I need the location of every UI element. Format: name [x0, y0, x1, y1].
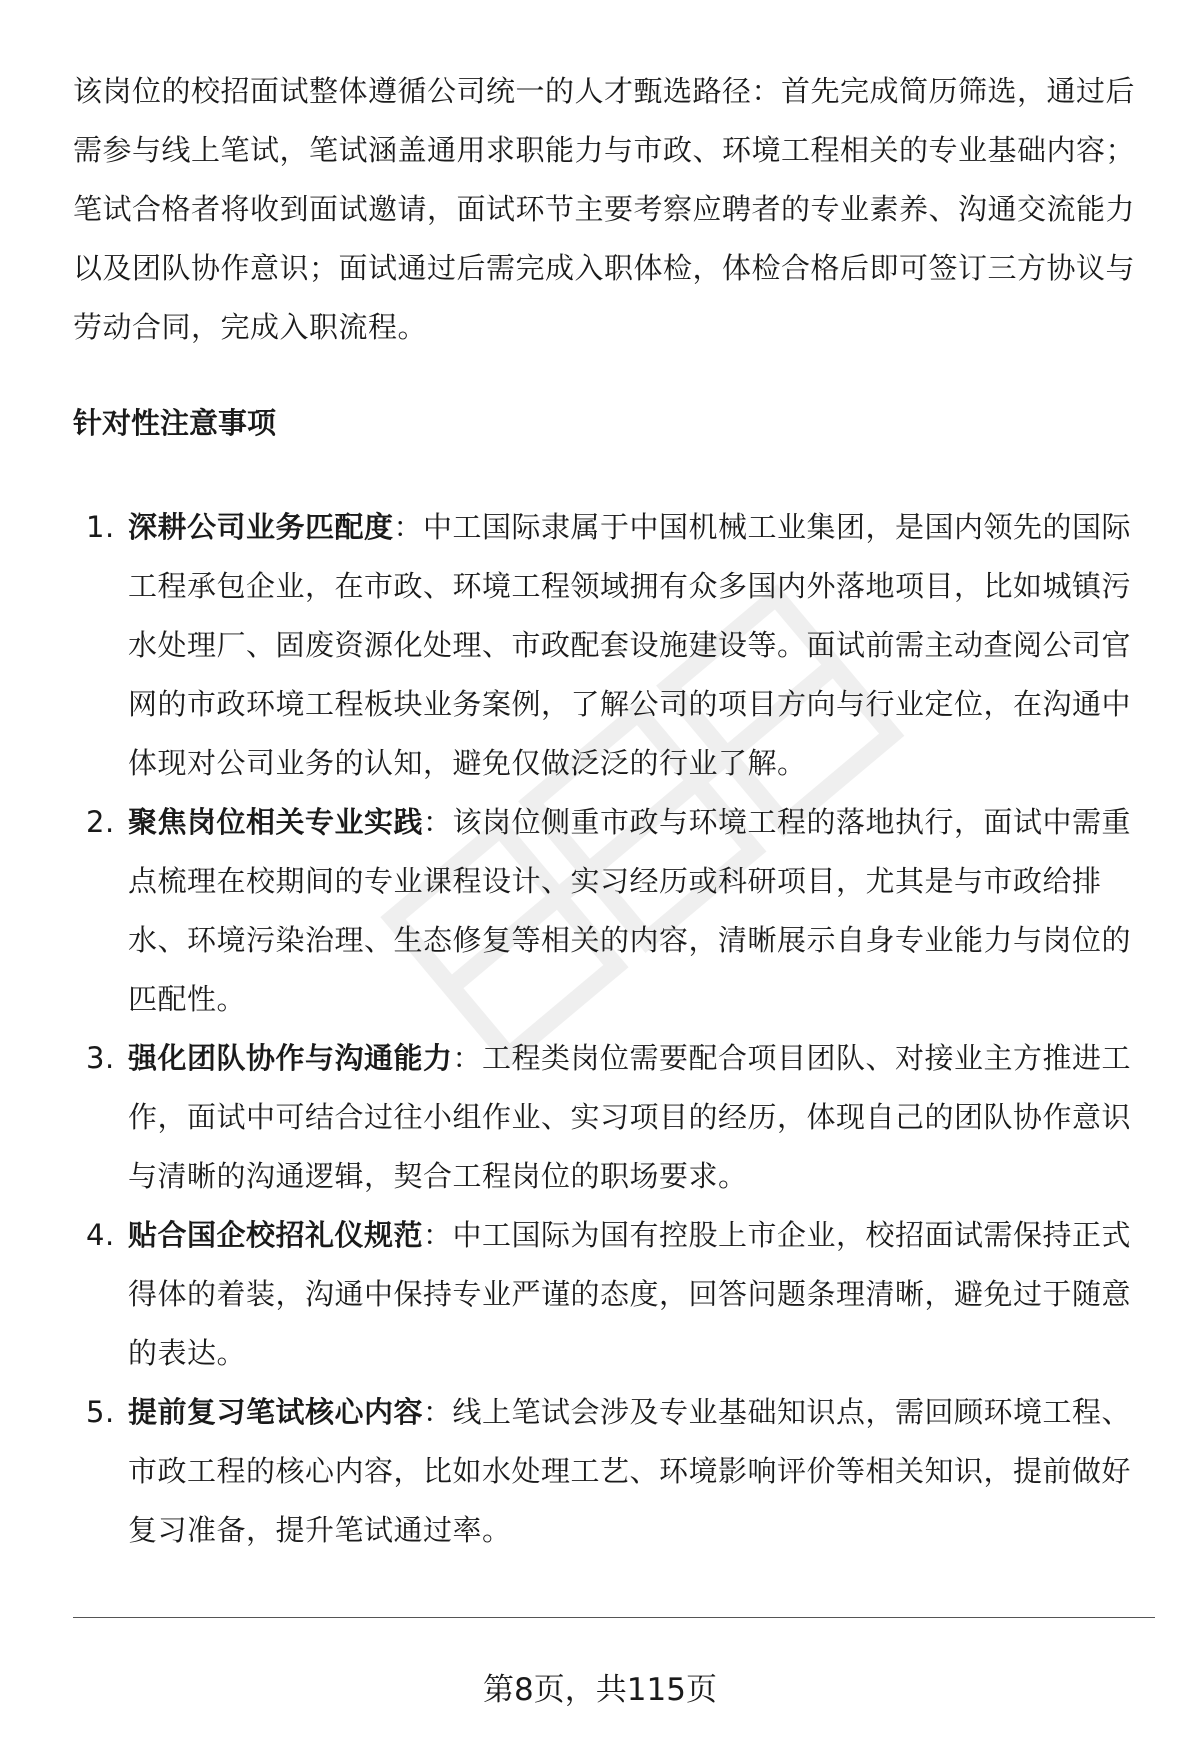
list-item-title: 提前复习笔试核心内容 — [128, 1395, 424, 1429]
list-item — [73, 793, 1153, 1029]
list-item — [73, 498, 1153, 793]
notes-list — [73, 498, 1153, 1560]
list-item-separator: ： — [423, 1218, 453, 1252]
list-item-separator: ： — [452, 1041, 483, 1075]
footer-divider — [73, 1617, 1155, 1618]
list-item — [73, 1029, 1153, 1206]
list-item-body: 线上笔试会涉及专业基础知识点，需回顾环境工程、市政工程的核心内容，比如水处理工艺、环境影响评价等相关知识，提前做好复习准备，提升笔试通过率。 — [128, 1395, 1132, 1547]
list-item-number: 2. — [86, 805, 115, 839]
list-item-body: 中工国际隶属于中国机械工业集团，是国内领先的国际工程承包企业，在市政、环境工程领域拥有众多国内外落地项目，比如城镇污水处理厂、固废资源化处理、市政配套设施建设等。面试前需主动查阅公司官网的市政环境工程板块业务案例，了解公司的项目方向与行业定位，在沟通中体现对公司业务的认知，避免仅做泛泛的行业了解。 — [128, 510, 1132, 780]
list-item-separator: ： — [423, 805, 453, 839]
list-item-title: 强化团队协作与沟通能力 — [128, 1041, 453, 1075]
list-item-separator: ： — [393, 510, 424, 544]
list-item-number: 4. — [86, 1218, 115, 1252]
list-item-title: 深耕公司业务匹配度 — [128, 510, 394, 544]
list-item-body: 工程类岗位需要配合项目团队、对接业主方推进工作，面试中可结合过往小组作业、实习项目的经历，体现自己的团队协作意识与清晰的沟通逻辑，契合工程岗位的职场要求。 — [128, 1041, 1132, 1193]
list-item-title: 贴合国企校招礼仪规范 — [128, 1218, 424, 1252]
list-item-body: 该岗位侧重市政与环境工程的落地执行，面试中需重点梳理在校期间的专业课程设计、实习经历或科研项目，尤其是与市政给排水、环境污染治理、生态修复等相关的内容，清晰展示自身专业能力与岗位的匹配性。 — [128, 805, 1132, 1016]
list-item-number: 3. — [86, 1041, 115, 1075]
list-item-number: 1. — [86, 510, 115, 544]
list-item — [73, 1383, 1153, 1560]
list-item-separator: ： — [423, 1395, 453, 1429]
list-item-title: 聚焦岗位相关专业实践 — [128, 805, 424, 839]
section-title: 针对性注意事项 — [73, 406, 277, 440]
intro-paragraph: 该岗位的校招面试整体遵循公司统一的人才甄选路径：首先完成简历筛选，通过后需参与线上笔试，笔试涵盖通用求职能力与市政、环境工程相关的专业基础内容；笔试合格者将收到面试邀请，面试环节主要考察应聘者的专业素养、沟通交流能力以及团队协作意识；面试通过后需完成入职体检，体检合格后即可签订三方协议与劳动合同，完成入职流程。 — [73, 74, 1136, 344]
list-item-body: 中工国际为国有控股上市企业，校招面试需保持正式得体的着装，沟通中保持专业严谨的态度，回答问题条理清晰，避免过于随意的表达。 — [128, 1218, 1132, 1370]
page-number: 第8页，共115页 — [483, 1672, 717, 1708]
list-item — [73, 1206, 1153, 1383]
list-item-number: 5. — [86, 1395, 115, 1429]
